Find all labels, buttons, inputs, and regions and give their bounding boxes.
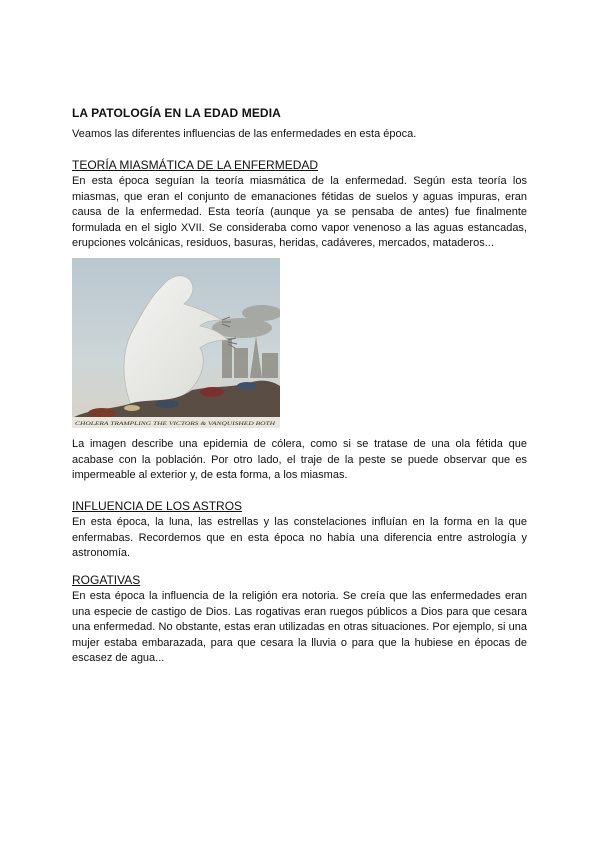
section-paragraph-astros: En esta época, la luna, las estrellas y las constelaciones influían en la forma en la que enfermabas. Recordemos que en esta época no había una diferencia entre astrología y astronomía. bbox=[72, 516, 527, 560]
page-title: LA PATOLOGÍA EN LA EDAD MEDIA bbox=[72, 106, 281, 120]
image-description-paragraph: La imagen describe una epidemia de cólera, como si se tratase de una ola fétida que acabase con la población. Por otro lado, el traje de la peste se puede observar que es impermeable al exterior y, de esta forma, a los miasmas. bbox=[72, 438, 527, 482]
cholera-illustration bbox=[72, 258, 280, 428]
section-paragraph-miasmatic-theory: En esta época seguían la teoría miasmática de la enfermedad. Según esta teoría los miasmas, que eran el conjunto de emanaciones fétidas de suelos y aguas impuras, eran causa de la enfermedad. Esta teoría (aunque ya se pensaba de antes) fue finalmente formulada en el siglo XVII. Se consideraba como vapor venenoso a las aguas estancadas, erupciones volcánicas, residuos, basuras, heridas, cadáveres, mercados, mataderos... bbox=[72, 175, 527, 250]
section-heading-astros: INFLUENCIA DE LOS ASTROS bbox=[72, 499, 243, 513]
section-heading-rogativas: ROGATIVAS bbox=[72, 573, 141, 587]
image-caption: CHOLERA TRAMPLING THE VICTORS & VANQUISHED BOTH bbox=[75, 421, 277, 427]
section-paragraph-rogativas: En esta época la influencia de la religión era notoria. Se creía que las enfermedades eran una especie de castigo de Dios. Las rogativas eran ruegos públicos a Dios para que cesara una enfermedad. No obstante, estas eran utilizadas en otras situaciones. Por ejemplo, si una mujer estaba embarazada, para que cesara la lluvia o para que la hubiese en épocas de escasez de agua... bbox=[72, 590, 527, 665]
intro-text: Veamos las diferentes influencias de las enfermedades en esta época. bbox=[72, 128, 417, 140]
section-heading-miasmatic-theory: TEORÍA MIASMÁTICA DE LA ENFERMEDAD bbox=[72, 158, 319, 172]
